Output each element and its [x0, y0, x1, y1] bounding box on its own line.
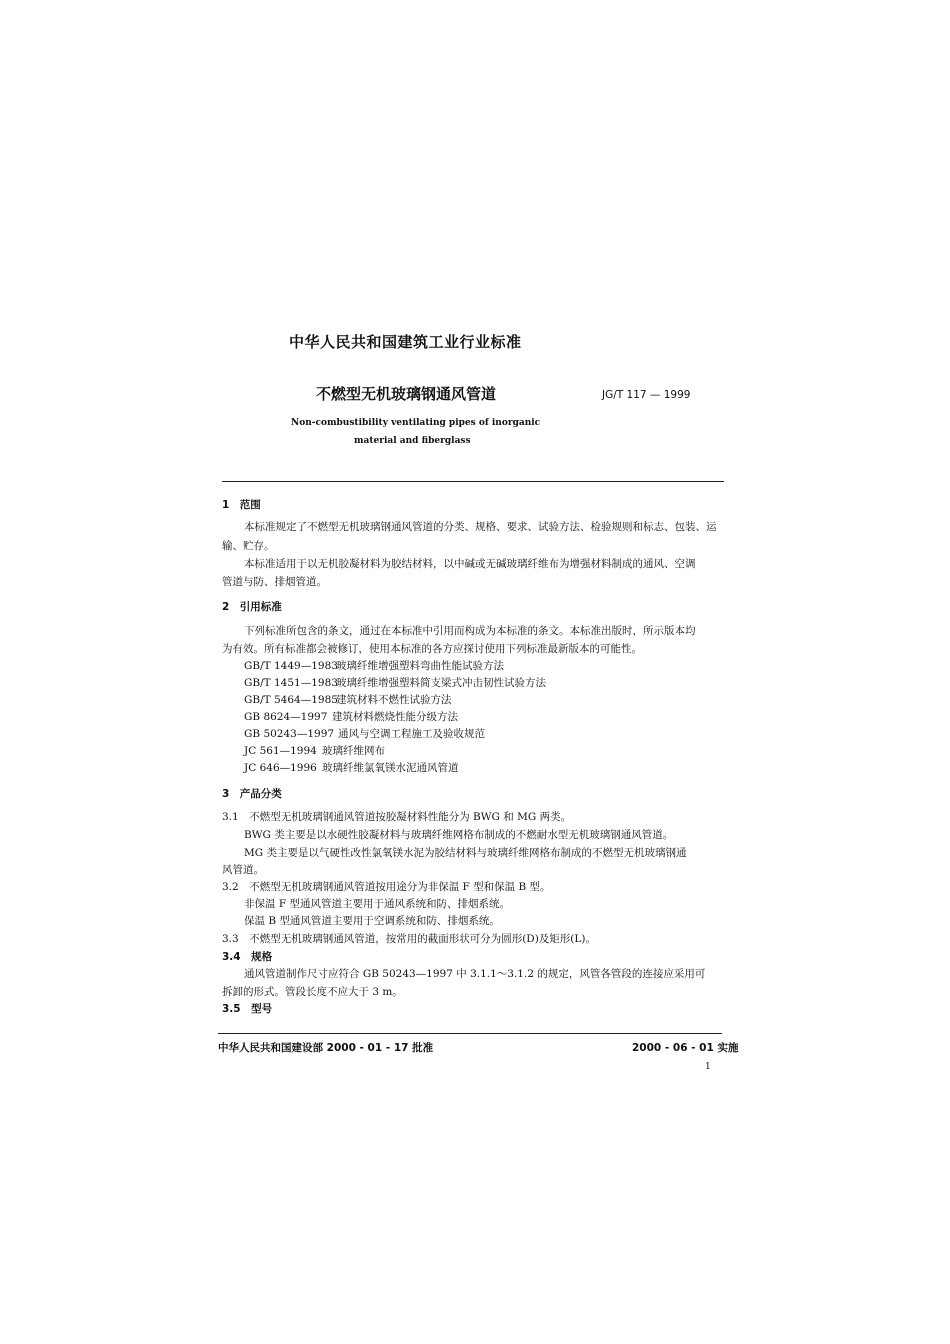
implementation-date: 2000 - 06 - 01 实施 [632, 1042, 739, 1054]
reference-name: 玻璃纤维增强塑料弯曲性能试验方法 [336, 660, 504, 672]
standard-title-cn: 不燃型无机玻璃钢通风管道 [316, 385, 497, 403]
reference-name: 玻璃纤维氯氧镁水泥通风管道 [322, 762, 459, 774]
reference-name: 建筑材料不燃性试验方法 [336, 694, 452, 706]
clause-3-1-bwg: BWG 类主要是以水硬性胶凝材料与玻璃纤维网格布制成的不燃耐水型无机玻璃钢通风管道。 [244, 829, 674, 841]
header-rule [222, 481, 724, 482]
section-1-para-1-line-2: 输、贮存。 [222, 540, 275, 552]
section-2-para-line-1: 下列标准所包含的条文，通过在本标准中引用而构成为本标准的条文。本标准出版时，所示版本均 [244, 625, 696, 637]
clause-3-4-para-line-1: 通风管道制作尺寸应符合 GB 50243—1997 中 3.1.1～3.1.2 的规定，风管各管段的连接应采用可 [244, 968, 706, 980]
clause-3-2-b: 保温 B 型通风管道主要用于空调系统和防、排烟系统。 [244, 915, 500, 927]
reference-code: GB/T 1449—1983 [244, 660, 338, 672]
reference-code: GB/T 1451—1983 [244, 677, 338, 689]
reference-code: GB/T 5464—1985 [244, 694, 338, 706]
page-number: 1 [705, 1062, 711, 1072]
reference-code: GB 8624—1997 [244, 711, 328, 723]
clause-3-1-mg-line-2: 风管道。 [222, 864, 264, 876]
section-1-title: 1 范围 [222, 499, 261, 511]
section-2-title: 2 引用标准 [222, 601, 282, 613]
clause-3-2-f: 非保温 F 型通风管道主要用于通风系统和防、排烟系统。 [244, 898, 510, 910]
section-1-para-1-line-1: 本标准规定了不燃型无机玻璃钢通风管道的分类、规格、要求、试验方法、检验规则和标志、包装、运 [244, 521, 717, 533]
section-3-title: 3 产品分类 [222, 788, 282, 800]
reference-code: GB 50243—1997 [244, 728, 335, 740]
reference-item [244, 658, 504, 673]
reference-name: 通风与空调工程施工及验收规范 [338, 728, 485, 740]
section-1-para-2-line-2: 管道与防、排烟管道。 [222, 576, 327, 588]
clause-3-4-title: 3.4 规格 [222, 951, 273, 963]
reference-name: 玻璃纤维增强塑料简支梁式冲击韧性试验方法 [336, 677, 546, 689]
standard-code: JG/T 117 — 1999 [602, 389, 691, 401]
clause-3-3: 3.3 不燃型无机玻璃钢通风管道，按常用的截面形状可分为圆形(D)及矩形(L)。 [222, 933, 596, 945]
reference-item [244, 709, 458, 724]
clause-3-1: 3.1 不燃型无机玻璃钢通风管道按胶凝材料性能分为 BWG 和 MG 两类。 [222, 811, 572, 823]
reference-code: JC 561—1994 [244, 745, 317, 757]
reference-item [244, 692, 452, 707]
reference-item [244, 726, 485, 741]
standard-title-en-line1: Non-combustibility ventilating pipes of inorganic [291, 418, 541, 428]
reference-code: JC 646—1996 [244, 762, 317, 774]
reference-item [244, 675, 546, 690]
footer-rule [218, 1033, 722, 1034]
clause-3-5-title: 3.5 型号 [222, 1003, 273, 1015]
approval-statement: 中华人民共和国建设部 2000 - 01 - 17 批准 [218, 1042, 434, 1054]
issuing-authority: 中华人民共和国建筑工业行业标准 [289, 333, 522, 351]
reference-name: 玻璃纤维网布 [322, 745, 385, 757]
standard-title-en-line2: material and fiberglass [354, 436, 471, 446]
reference-item [244, 760, 459, 775]
reference-item [244, 743, 385, 758]
section-1-para-2-line-1: 本标准适用于以无机胶凝材料为胶结材料，以中碱或无碱玻璃纤维布为增强材料制成的通风、空调 [244, 558, 696, 570]
clause-3-2: 3.2 不燃型无机玻璃钢通风管道按用途分为非保温 F 型和保温 B 型。 [222, 881, 551, 893]
section-2-para-line-2: 为有效。所有标准都会被修订，使用本标准的各方应探讨使用下列标准最新版本的可能性。 [222, 643, 642, 655]
clause-3-4-para-line-2: 拆卸的形式。管段长度不应大于 3 m。 [222, 986, 403, 998]
reference-name: 建筑材料燃烧性能分级方法 [332, 711, 458, 723]
clause-3-1-mg-line-1: MG 类主要是以气硬性改性氯氧镁水泥为胶结材料与玻璃纤维网格布制成的不燃型无机玻璃钢通 [244, 847, 687, 859]
